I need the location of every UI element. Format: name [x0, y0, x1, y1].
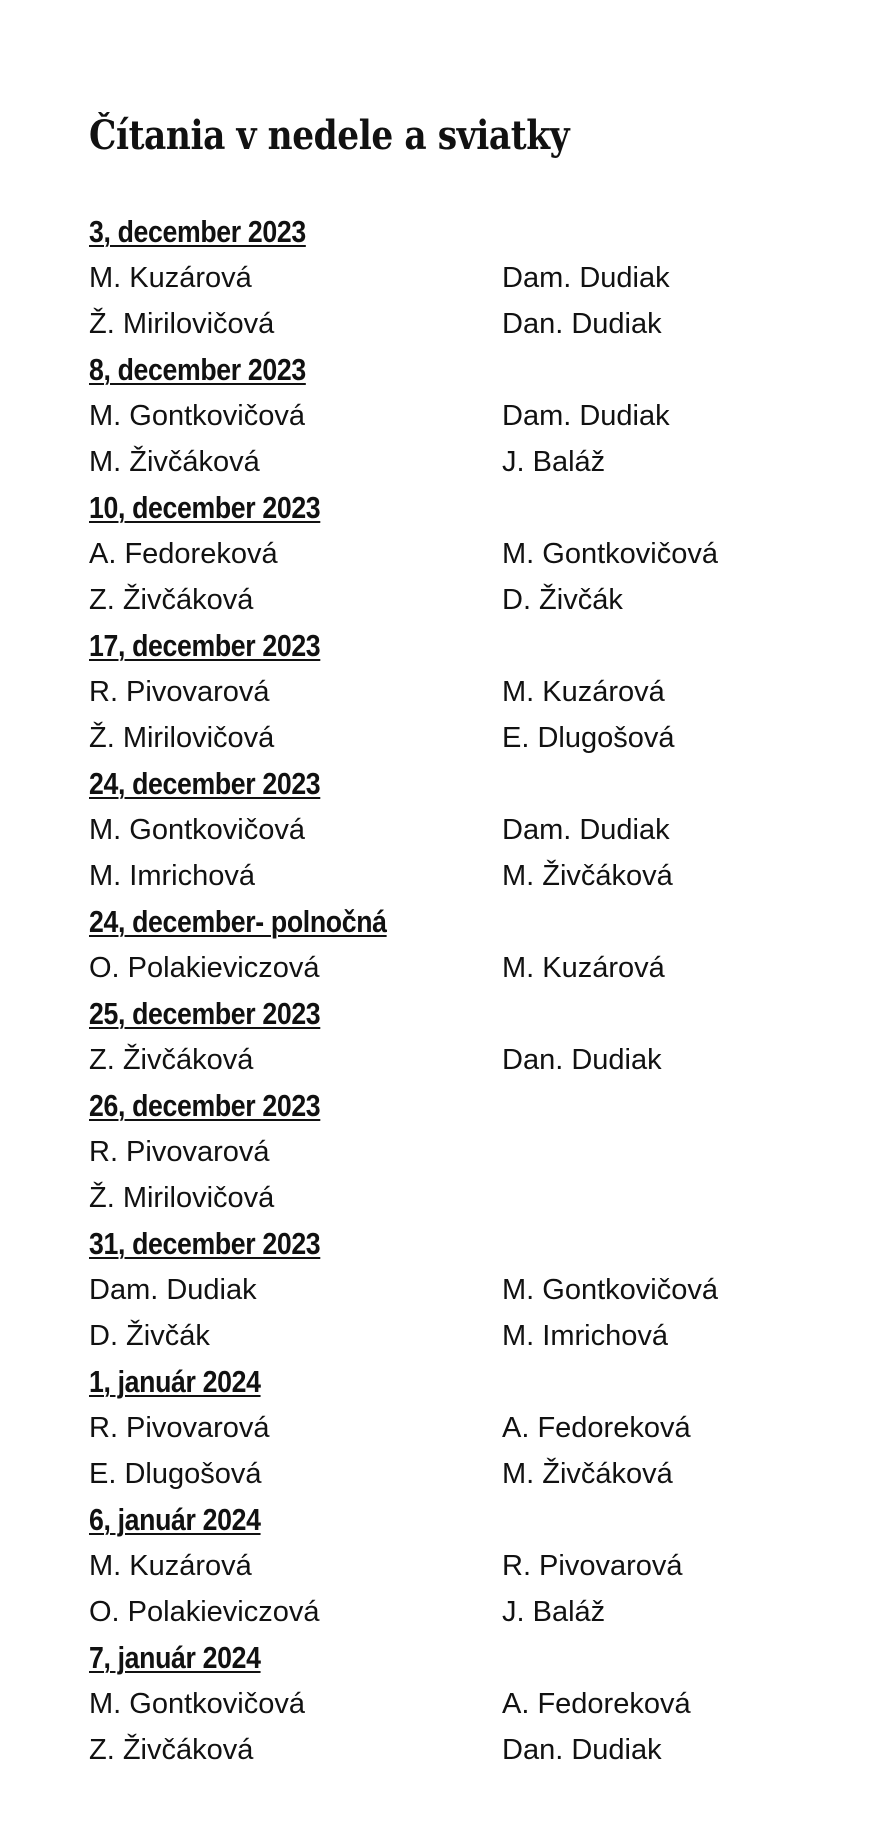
reader-row	[89, 1175, 849, 1221]
entry-date: 6, január 2024	[89, 1502, 261, 1537]
reader-name-right: M. Gontkovičová	[502, 1274, 718, 1306]
reader-name-right: M. Gontkovičová	[502, 538, 718, 570]
reader-name-right	[502, 1175, 849, 1221]
reader-row	[89, 1543, 849, 1589]
reader-name-left: Z. Živčáková	[89, 584, 254, 616]
reader-name-right: M. Kuzárová	[502, 952, 665, 984]
reading-schedule	[89, 209, 849, 1773]
schedule-entry	[89, 347, 849, 485]
reader-name-right: M. Kuzárová	[502, 676, 665, 708]
reader-name-left: Ž. Mirilovičová	[89, 722, 275, 754]
reader-name-right: Dan. Dudiak	[502, 1734, 662, 1766]
reader-row	[89, 577, 849, 623]
page-title: Čítania v nedele a sviatky	[89, 112, 570, 159]
reader-name-right: Dam. Dudiak	[502, 814, 670, 846]
schedule-entry	[89, 1083, 849, 1221]
reader-name-left: A. Fedoreková	[89, 538, 278, 570]
reader-name-right	[502, 1129, 849, 1175]
reader-name-left: O. Polakieviczová	[89, 952, 320, 984]
entry-date: 25, december 2023	[89, 996, 321, 1031]
schedule-entry	[89, 1221, 849, 1359]
reader-name-right: J. Baláž	[502, 446, 606, 478]
reader-name-left: M. Gontkovičová	[89, 1688, 305, 1720]
reader-name-left: D. Živčák	[89, 1320, 210, 1352]
reader-name-left: R. Pivovarová	[89, 676, 270, 708]
reader-name-right: M. Imrichová	[502, 1320, 668, 1352]
reader-row	[89, 807, 849, 853]
reader-name-left: Z. Živčáková	[89, 1044, 254, 1076]
reader-name-right: A. Fedoreková	[502, 1412, 691, 1444]
schedule-entry	[89, 899, 849, 991]
reader-row	[89, 1129, 849, 1175]
reader-name-left: M. Gontkovičová	[89, 814, 305, 846]
reader-name-right: Dan. Dudiak	[502, 308, 662, 340]
reader-name-left: R. Pivovarová	[89, 1136, 270, 1168]
entry-date: 24, december- polnočná	[89, 904, 387, 939]
reader-name-right: Dam. Dudiak	[502, 262, 670, 294]
schedule-entry	[89, 485, 849, 623]
reader-name-left: M. Gontkovičová	[89, 400, 305, 432]
entry-date: 26, december 2023	[89, 1088, 321, 1123]
entry-date: 10, december 2023	[89, 490, 321, 525]
entry-date: 1, január 2024	[89, 1364, 261, 1399]
reader-row	[89, 1037, 849, 1083]
reader-row	[89, 393, 849, 439]
schedule-entry	[89, 1359, 849, 1497]
reader-name-right: J. Baláž	[502, 1596, 606, 1628]
entry-date: 3, december 2023	[89, 214, 306, 249]
schedule-entry	[89, 761, 849, 899]
reader-name-left: Ž. Mirilovičová	[89, 308, 275, 340]
reader-name-left: O. Polakieviczová	[89, 1596, 320, 1628]
reader-name-right: D. Živčák	[502, 584, 623, 616]
schedule-entry	[89, 1635, 849, 1773]
reader-name-left: M. Živčáková	[89, 446, 260, 478]
reader-name-right: Dam. Dudiak	[502, 400, 670, 432]
entry-date: 24, december 2023	[89, 766, 321, 801]
entry-date: 17, december 2023	[89, 628, 321, 663]
entry-date: 31, december 2023	[89, 1226, 321, 1261]
reader-name-left: Ž. Mirilovičová	[89, 1182, 275, 1214]
schedule-entry	[89, 991, 849, 1083]
reader-name-right: Dan. Dudiak	[502, 1044, 662, 1076]
schedule-entry	[89, 623, 849, 761]
reader-row	[89, 945, 849, 991]
reader-name-left: M. Kuzárová	[89, 262, 252, 294]
reader-row	[89, 715, 849, 761]
reader-row	[89, 853, 849, 899]
reader-name-right: R. Pivovarová	[502, 1550, 683, 1582]
reader-row	[89, 1405, 849, 1451]
reader-row	[89, 1589, 849, 1635]
reader-name-right: M. Živčáková	[502, 860, 673, 892]
reader-name-left: R. Pivovarová	[89, 1412, 270, 1444]
reader-row	[89, 531, 849, 577]
reader-name-left: M. Kuzárová	[89, 1550, 252, 1582]
reader-row	[89, 1727, 849, 1773]
schedule-entry	[89, 1497, 849, 1635]
reader-name-right: A. Fedoreková	[502, 1688, 691, 1720]
reader-name-right: M. Živčáková	[502, 1458, 673, 1490]
reader-row	[89, 301, 849, 347]
reader-name-left: Z. Živčáková	[89, 1734, 254, 1766]
reader-row	[89, 669, 849, 715]
reader-name-left: Dam. Dudiak	[89, 1274, 257, 1306]
reader-row	[89, 1681, 849, 1727]
entry-date: 8, december 2023	[89, 352, 306, 387]
schedule-entry	[89, 209, 849, 347]
reader-row	[89, 1267, 849, 1313]
entry-date: 7, január 2024	[89, 1640, 261, 1675]
reader-name-right: E. Dlugošová	[502, 722, 675, 754]
reader-row	[89, 255, 849, 301]
reader-row	[89, 1451, 849, 1497]
reader-name-left: E. Dlugošová	[89, 1458, 262, 1490]
reader-row	[89, 439, 849, 485]
reader-row	[89, 1313, 849, 1359]
reader-name-left: M. Imrichová	[89, 860, 255, 892]
